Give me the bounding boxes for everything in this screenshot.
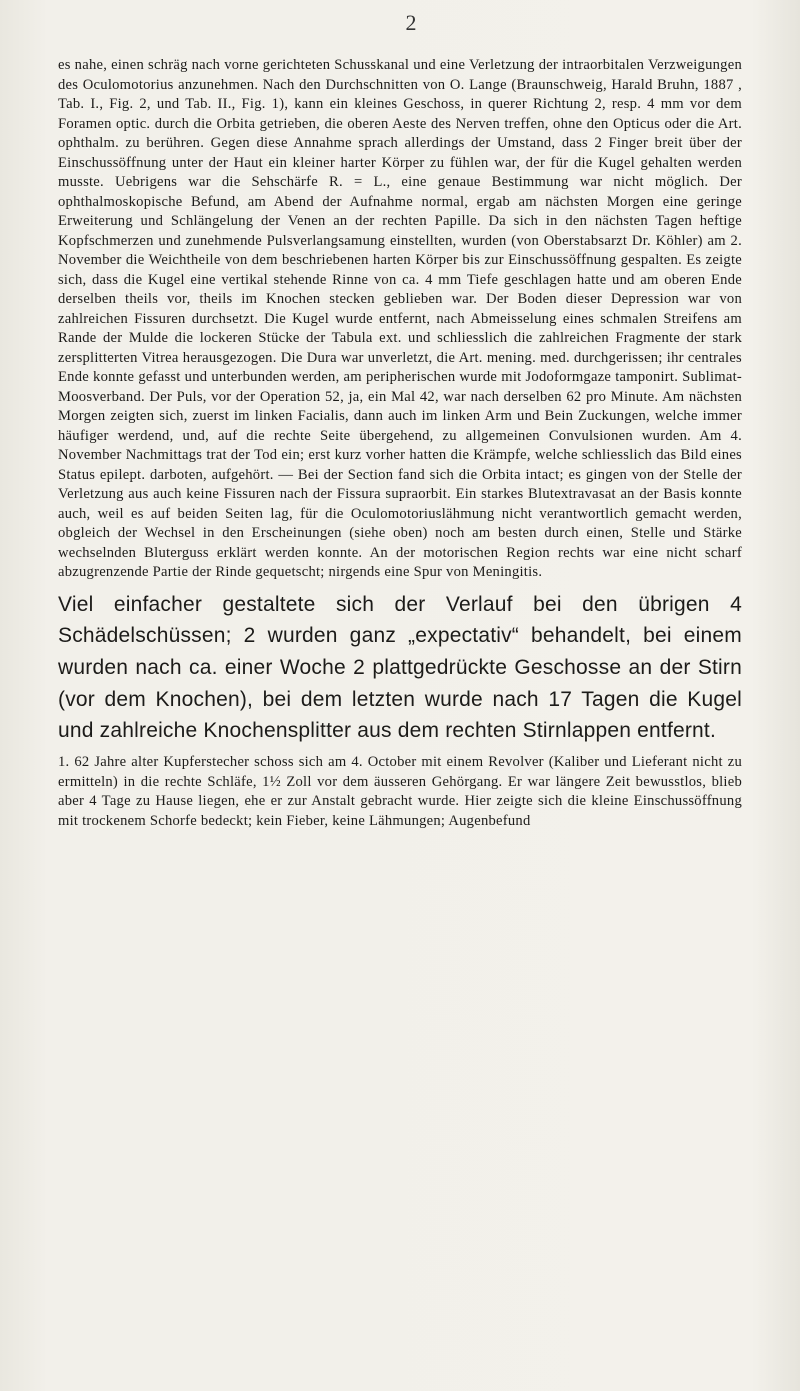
page-body: [58, 56, 742, 831]
body-paragraph-summary: Viel einfacher gestaltete sich der Verlauf bei den übrigen 4 Schädelschüssen; 2 wurden ganz „expectativ“ behandelt, bei einem wurden nach ca. einer Woche 2 plattgedrückte Geschosse an der Stirn (vor dem Knochen), bei dem letzten wurde nach 17 Tagen die Kugel und zahlreiche Knochensplitter aus dem rechten Stirnlappen entfernt.: [58, 592, 742, 743]
body-paragraph-case-report: es nahe, einen schräg nach vorne gerichteten Schusskanal und eine Verletzung der intraorbitalen Verzweigungen des Oculomotorius anzunehmen. Nach den Durchschnitten von O. Lange (Braunschweig, Harald Bruhn, 1887 , Tab. I., Fig. 2, und Tab. II., Fig. 1), kann ein kleines Geschoss, in querer Richtung 2, resp. 4 mm vor dem Foramen optic. durch die Orbita getrieben, die oberen Aeste des Nerven treffen, ohne den Opticus oder die Art. ophthalm. zu berühren. Gegen diese Annahme sprach allerdings der Umstand, dass 2 Finger breit über der Einschussöffnung unter der Haut ein kleiner harter Körper zu fühlen war, der für die Kugel gehalten werden musste. Uebrigens war die Sehschärfe R. = L., eine genaue Bestimmung war nicht möglich. Der ophthalmoskopische Befund, am Abend der Aufnahme normal, ergab am nächsten Morgen eine geringe Erweiterung und Schlängelung der Venen an der rechten Papille. Da sich in den nächsten Tagen heftige Kopfschmerzen und zunehmende Pulsverlangsamung einstellten, wurden (von Oberstabsarzt Dr. Köhler) am 2. November die Weichtheile von dem beschriebenen harten Körper bis zur Einschussöffnung gespalten. Es zeigte sich, dass die Kugel eine vertikal stehende Rinne von ca. 4 mm Tiefe geschlagen hatte und am oberen Ende derselben theils vor, theils im Knochen stecken geblieben war. Der Boden dieser Depression war von zahlreichen Fissuren durchsetzt. Die Kugel wurde entfernt, nach Abmeisselung eines schmalen Streifens am Rande der Mulde die lockeren Stücke der Tabula ext. und schliesslich die zahlreichen Fragmente der stark zersplitterten Vitrea herausgezogen. Die Dura war unverletzt, die Art. mening. med. durchgerissen; ihr centrales Ende konnte gefasst und unterbunden werden, am peripherischen wurde mit Jodoformgaze tamponirt. Sublimat-Moosverband. Der Puls, vor der Operation 52, ja, ein Mal 42, war nach derselben 62 pro Minute. Am nächsten Morgen zeigten sich, zuerst im linken Facialis, dann auch im linken Arm und Bein Zuckungen, welche immer häufiger werdend, und, auf die rechte Seite übergehend, zu allgemeinen Convulsionen wurden. Am 4. November Nachmittags trat der Tod ein; erst kurz vorher hatten die Krämpfe, welche schliesslich das Bild eines Status epilept. darboten, aufgehört. — Bei der Section fand sich die Orbita intact; es gingen von der Stelle der Verletzung aus auch keine Fissuren nach der Fissura supraorbit. Ein starkes Blutextravasat an der Basis konnte auch, weil es auf beiden Seiten lag, für die Oculomotoriuslähmung nicht verantwortlich gemacht werden, obgleich der Wechsel in den Erscheinungen (siehe oben) noch am besten durch einen, Stelle und Stärke wechselnden Bluterguss erklärt werden konnte. An der motorischen Region rechts war eine nicht scharf abzugrenzende Partie der Rinde gequetscht; nirgends eine Spur von Meningitis.: [58, 57, 742, 580]
body-paragraph-case-1: 1. 62 Jahre alter Kupferstecher schoss sich am 4. October mit einem Revolver (Kaliber und Lieferant nicht zu ermitteln) in die rechte Schläfe, 1½ Zoll vor dem äusseren Gehörgang. Er war längere Zeit bewusstlos, blieb aber 4 Tage zu Hause liegen, ehe er zur Anstalt gebracht wurde. Hier zeigte sich die kleine Einschussöffnung mit trockenem Schorfe bedeckt; kein Fieber, keine Lähmungen; Augenbefund: [58, 754, 742, 829]
page-number: 2: [405, 10, 417, 35]
